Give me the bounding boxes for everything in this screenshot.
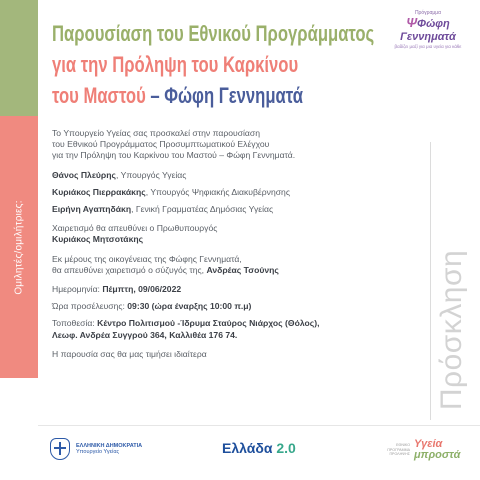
footer bbox=[0, 426, 480, 480]
speaker-item: Θάνος Πλεύρης, Υπουργός Υγείας bbox=[52, 169, 187, 180]
invitation-body bbox=[52, 128, 427, 360]
date-line: Ημερομηνία: Πέμπτη, 09/06/2022 bbox=[52, 284, 182, 295]
speakers-vertical-label: Ομιλητές/ομιλήτριες: bbox=[13, 199, 25, 295]
family-line: θα απευθύνει χαιρετισμό ο σύζυγός της, Ανδρέας Τσούνης bbox=[52, 264, 279, 275]
ygeia-program-caption: ΕΘΝΙΚΟ ΠΡΟΓΡΑΜΜΑ ΠΡΟΛΗΨΗΣ bbox=[387, 443, 410, 456]
left-band-green bbox=[0, 0, 38, 116]
intro-line: του Εθνικού Προγράμματος Προσυμπτωματικού Ελέγχου bbox=[52, 139, 270, 150]
title-line-1: Παρουσίαση του Εθνικού Προγράμματος bbox=[52, 21, 375, 46]
address-line: Λεωφ. Ανδρέα Συγγρού 364, Καλλιθέα 176 74. bbox=[52, 329, 238, 340]
program-logo-icon: Ψ bbox=[406, 15, 418, 30]
ministry-logo: ΕΛΛΗΝΙΚΗ ΔΗΜΟΚΡΑΤΙΑ Υπουργείο Υγείας bbox=[50, 438, 142, 460]
ygeia-mprosta-logo: Υγεία μπροστά bbox=[414, 438, 461, 461]
page-title bbox=[52, 18, 382, 111]
invitation-vertical-label: Πρόσκληση bbox=[435, 249, 469, 411]
greeting-name: Κυριάκος Μητσοτάκης bbox=[52, 234, 144, 245]
greek-emblem-icon bbox=[50, 438, 70, 460]
closing-line: Η παρουσία σας θα μας τιμήσει ιδιαίτερα bbox=[52, 348, 207, 359]
arrival-line: Ώρα προσέλευσης: 09:30 (ώρα έναρξης 10:00 π.μ) bbox=[52, 301, 252, 312]
speaker-item: Κυριάκος Πιερρακάκης, Υπουργός Ψηφιακής Διακυβέρνησης bbox=[52, 186, 290, 197]
venue-line: Τοποθεσία: Κέντρο Πολιτισμού -Ίδρυμα Σταύρος Νιάρχος (Θόλος), bbox=[52, 318, 320, 329]
family-line: Εκ μέρους της οικογένειας της Φώφης Γεννηματά, bbox=[52, 253, 242, 264]
ellada-2-logo: Ελλάδα 2.0 bbox=[222, 440, 296, 456]
title-line-2: για την Πρόληψη του Καρκίνου bbox=[52, 52, 299, 77]
greeting-line: Χαιρετισμό θα απευθύνει ο Πρωθυπουργός bbox=[52, 223, 218, 234]
program-logo: Πρόγραμμα ΨΦώφη Γεννηματά βαδίζει μαζί για μια υγεία για κάθε bbox=[394, 10, 462, 49]
intro-line: Το Υπουργείο Υγείας σας προσκαλεί στην παρουσίαση bbox=[52, 128, 260, 138]
speaker-item: Ειρήνη Αγαπηδάκη, Γενική Γραμματέας Δημόσιας Υγείας bbox=[52, 204, 274, 215]
title-line-3: του Μαστού – Φώφη Γεννηματά bbox=[52, 83, 303, 108]
intro-line: για την Πρόληψη του Καρκίνου του Μαστού – Φώφη Γεννηματά. bbox=[52, 150, 296, 161]
